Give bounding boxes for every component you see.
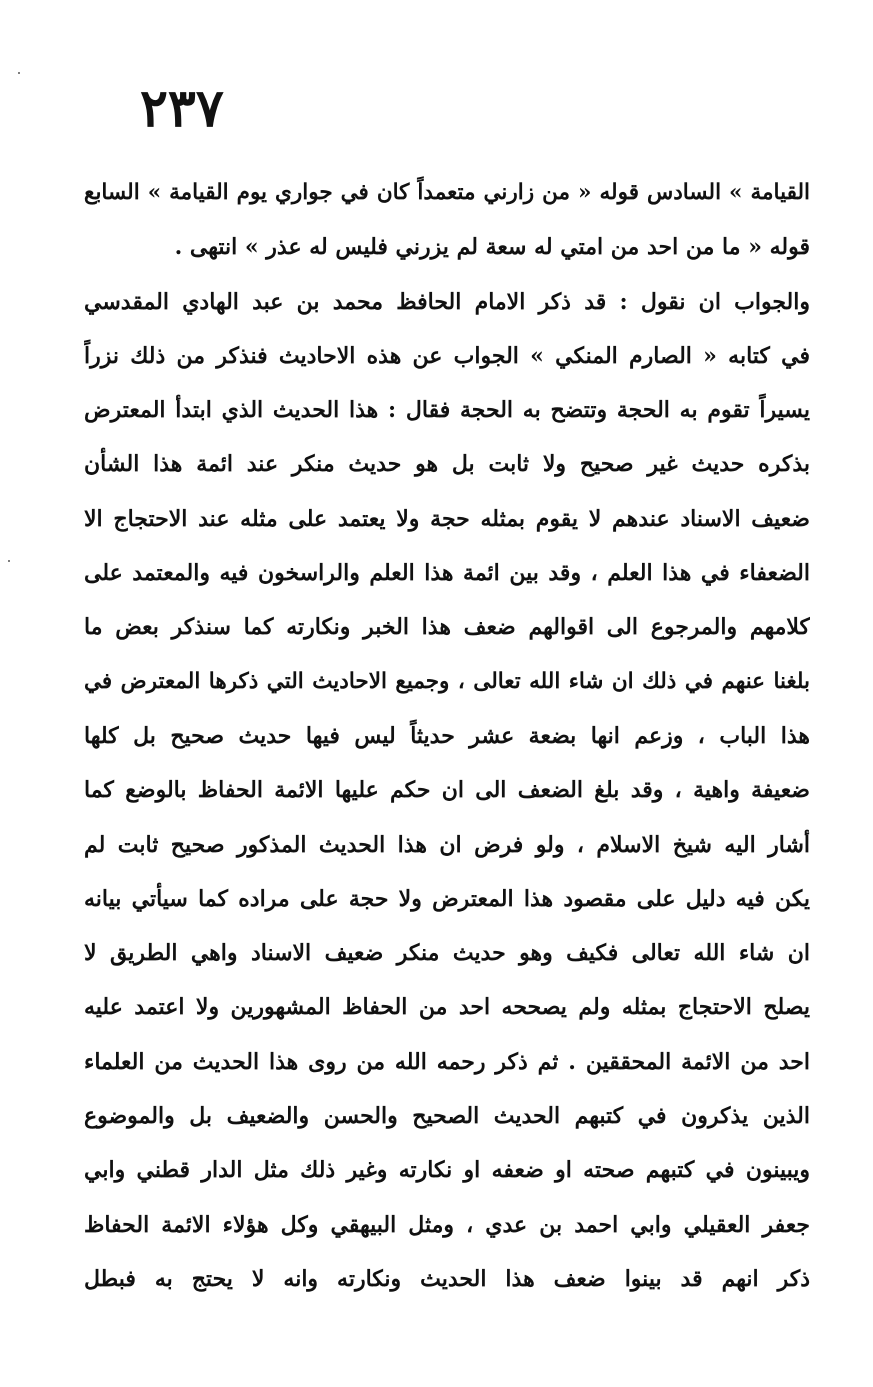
text-line: ويبينون في كتبهم صحته او ضعفه او نكارته وغير ذلك مثل الدار قطني وابي — [84, 1157, 810, 1184]
body-text — [84, 166, 810, 1306]
scan-speck — [18, 72, 20, 74]
text-line: ذكر انهم قد بينوا ضعف هذا الحديث ونكارته وانه لا يحتج به فبطل — [84, 1265, 810, 1292]
text-line: قوله « ما من احد من امتي له سعة لم يزرني فليس له عذر » انتهى . — [174, 234, 810, 261]
text-line: جعفر العقيلي وابي احمد بن عدي ، ومثل البيهقي وكل هؤلاء الائمة الحفاظ — [84, 1211, 810, 1238]
text-line: بلغنا عنهم في ذلك ان شاء الله تعالى ، وجميع الاحاديث التي ذكرها المعترض في — [84, 668, 810, 694]
text-line: يصلح الاحتجاج بمثله ولم يصححه احد من الحفاظ المشهورين ولا اعتمد عليه — [84, 994, 810, 1021]
text-line: في كتابه « الصارم المنكي » الجواب عن هذه الاحاديث فنذكر من ذلك نزراً — [84, 342, 810, 369]
text-line: الذين يذكرون في كتبهم الحديث الصحيح والحسن والضعيف بل والموضوع — [84, 1103, 810, 1130]
scan-speck — [8, 560, 10, 562]
text-line: ضعيف الاسناد عندهم لا يقوم بمثله حجة ولا يعتمد على مثله عند الاحتجاج الا — [84, 505, 810, 532]
text-line: بذكره حديث غير صحيح ولا ثابت بل هو حديث منكر عند ائمة هذا الشأن — [84, 451, 810, 478]
text-line: ان شاء الله تعالى فكيف وهو حديث منكر ضعيف الاسناد واهي الطريق لا — [84, 940, 810, 967]
text-line: يكن فيه دليل على مقصود هذا المعترض ولا حجة على مراده كما سيأتي بيانه — [84, 885, 810, 912]
text-line: أشار اليه شيخ الاسلام ، ولو فرض ان هذا الحديث المذكور صحيح ثابت لم — [84, 831, 810, 858]
text-line: احد من الائمة المحققين . ثم ذكر رحمه الله من روى هذا الحديث من العلماء — [84, 1048, 810, 1075]
text-line: والجواب ان نقول : قد ذكر الامام الحافظ محمد بن عبد الهادي المقدسي — [84, 288, 810, 315]
text-line: هذا الباب ، وزعم انها بضعة عشر حديثاً ليس فيها حديث صحيح بل كلها — [84, 722, 810, 749]
text-line: القيامة » السادس قوله « من زارني متعمداً كان في جواري يوم القيامة » السابع — [84, 180, 810, 205]
page-number: ٢٣٧ — [140, 78, 224, 139]
text-line: الضعفاء في هذا العلم ، وقد بين ائمة هذا العلم والراسخون فيه والمعتمد على — [84, 560, 810, 587]
text-line: يسيراً تقوم به الحجة وتتضح به الحجة فقال : هذا الحديث الذي ابتدأ المعترض — [84, 397, 810, 424]
text-line: كلامهم والمرجوع الى اقوالهم ضعف هذا الخبر ونكارته كما سنذكر بعض ما — [84, 614, 810, 641]
text-line: ضعيفة واهية ، وقد بلغ الضعف الى ان حكم عليها الائمة الحفاظ بالوضع كما — [84, 777, 810, 804]
